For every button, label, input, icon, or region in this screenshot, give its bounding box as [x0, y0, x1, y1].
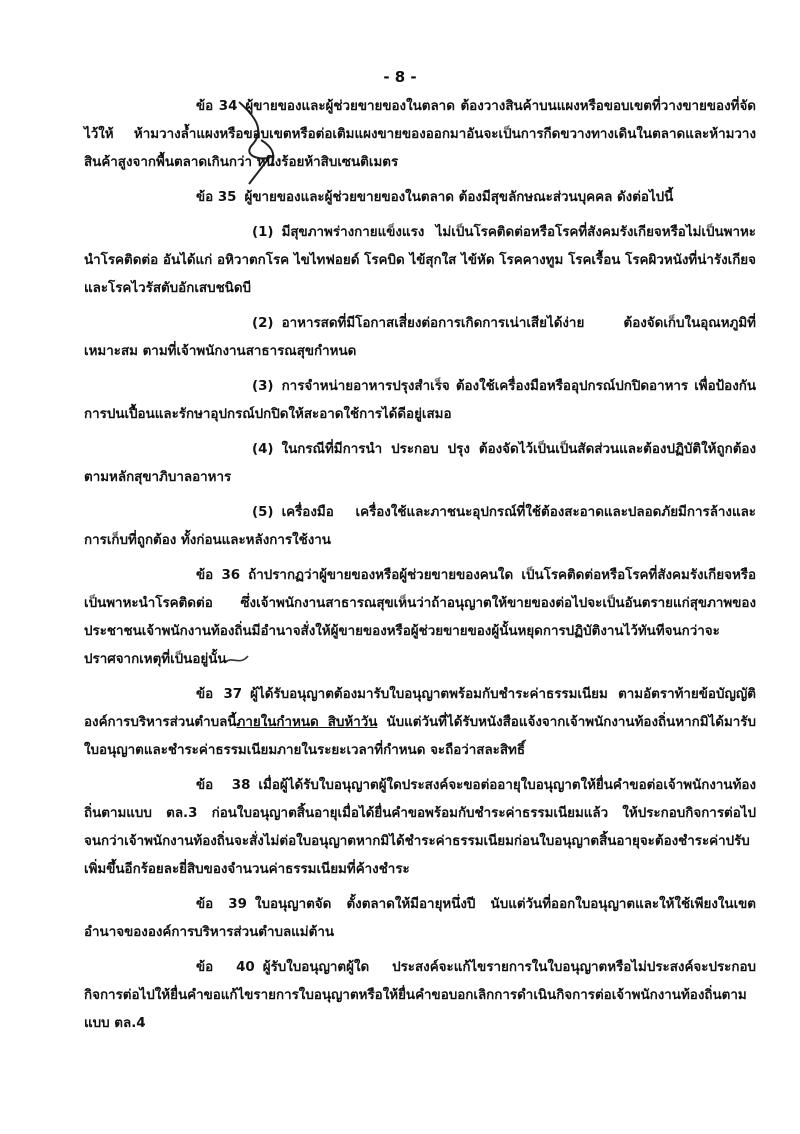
clause-35-item-5: (5) เครื่องมือ เครื่องใช้และภาชนะอุปกรณ์ที่ใช้ต้องสะอาดและปลอดภัยมีการล้างและการเก็บที่ถูกต้อง ทั้งก่อนและหลังการใช้งาน	[84, 505, 756, 548]
clause-36: ข้อ 36 ถ้าปรากฏว่าผู้ขายของหรือผู้ช่วยขายของคนใด เป็นโรคติดต่อหรือโรคที่สังคมรังเกียจหรือเป็นพาหะนำโรคติดต่อ ซึ่งเจ้าพนักงานสาธารณสุขเห็นว่าถ้าอนุญาตให้ขายของต่อไปจะเป็นอันตรายแก่สุขภาพของประชาชนเจ้าพนักงานท้องถิ่นมีอำนาจสั่งให้ผู้ขายของหรือผู้ช่วยขายของผู้นั้นหยุดการปฏิบัติงานไว้ทันทีจนกว่าจะปราศจากเหตุที่เป็นอยู่นั้น	[84, 568, 757, 667]
underlined-deadline: ภายในกำหนด สิบห้าวัน	[236, 715, 378, 730]
page-number: - 8 -	[383, 68, 417, 86]
clause-38: ข้อ 38 เมื่อผู้ได้รับใบอนุญาตผู้ใดประสงค์จะขอต่ออายุใบอนุญาตให้ยื่นคำขอต่อเจ้าพนักงานท้องถิ่นตามแบบ ตล.3 ก่อนใบอนุญาตสิ้นอายุเมื่อได้ยื่นคำขอพร้อมกับชำระค่าธรรมเนียมแล้ว ให้ประกอบกิจการต่อไปจนกว่าเจ้าพนักงานท้องถิ่นจะสั่งไม่ต่อใบอนุญาตหากมิได้ชำระค่าธรรมเนียมก่อนใบอนุญาตสิ้นอายุจะต้องชำระค่าปรับเพิ่มขึ้นอีกร้อยละยี่สิบของจำนวนค่าธรรมเนียมที่ค้างชำระ	[84, 778, 756, 877]
document-body	[84, 93, 756, 1045]
clause-39: ข้อ 39 ใบอนุญาตจัด ตั้งตลาดให้มีอายุหนึ่งปี นับแต่วันที่ออกใบอนุญาตและให้ใช้เพียงในเขตอำนาจขององค์การบริหารส่วนตำบลแม่ต้าน	[84, 897, 757, 940]
clause-35-item-4: (4) ในกรณีที่มีการนำ ประกอบ ปรุง ต้องจัดไว้เป็นเป็นสัดส่วนและต้องปฏิบัติให้ถูกต้องตามหลักสุขาภิบาลอาหาร	[84, 442, 756, 485]
clause-37: ข้อ 37 ผู้ได้รับอนุญาตต้องมารับใบอนุญาตพร้อมกับชำระค่าธรรมเนียม ตามอัตราท้ายข้อบัญญัติองค์การบริหารส่วนตำบลนี้ภายในกำหนด สิบห้าวัน นับแต่วันที่ได้รับหนังสือแจ้งจากเจ้าพนักงานท้องถิ่นหากมิได้มารับใบอนุญาตและชำระค่าธรรมเนียมภายในระยะเวลาที่กำหนด จะถือว่าสละสิทธิ์	[84, 687, 756, 758]
clause-34: ข้อ 34 ผู้ขายของและผู้ช่วยขายของในตลาด ต้องวางสินค้าบนแผงหรือขอบเขตที่วางขายของที่จัดไว้ให้ ห้ามวางล้ำแผงหรือขอบเขตหรือต่อเติมแผงขายของออกมาอันจะเป็นการกีดขวางทางเดินในตลาดและห้ามวางสินค้าสูงจากพื้นตลาดเกินกว่า หนึ่งร้อยห้าสิบเซนติเมตร	[84, 99, 756, 170]
clause-35-item-1: (1) มีสุขภาพร่างกายแข็งแรง ไม่เป็นโรคติดต่อหรือโรคที่สังคมรังเกียจหรือไม่เป็นพาหะนำโรคติดต่อ อันได้แก่ อหิวาตกโรค ไขไทฟอยด์ โรคบิด ไข้สุกใส ไข้หัด โรคคางทูม โรคเรื้อน โรคผิวหนังที่น่ารังเกียจและโรคไวรัสตับอักเสบชนิดบี	[84, 225, 756, 296]
clause-35-item-2: (2) อาหารสดที่มีโอกาสเสี่ยงต่อการเกิดการเน่าเสียได้ง่าย ต้องจัดเก็บในอุณหภูมิที่เหมาะสม ตามที่เจ้าพนักงานสาธารณสุขกำหนด	[84, 316, 756, 359]
clause-40: ข้อ 40 ผู้รับใบอนุญาตผู้ใด ประสงค์จะแก้ไขรายการในใบอนุญาตหรือไม่ประสงค์จะประกอบกิจการต่อไปให้ยื่นคำขอแก้ไขรายการใบอนุญาตหรือให้ยื่นคำขอบอกเลิกการดำเนินกิจการต่อเจ้าพนักงานท้องถิ่นตามแบบ ตล.4	[84, 960, 756, 1031]
clause-35-item-3: (3) การจำหน่ายอาหารปรุงสำเร็จ ต้องใช้เครื่องมือหรืออุปกรณ์ปกปิดอาหาร เพื่อป้องกันการปนเปื้อนและรักษาอุปกรณ์ปกปิดให้สะอาดใช้การได้ดีอยู่เสมอ	[84, 379, 756, 422]
clause-35: ข้อ 35 ผู้ขายของและผู้ช่วยขายของในตลาด ต้องมีสุขลักษณะส่วนบุคคล ดังต่อไปนี้	[196, 190, 674, 205]
